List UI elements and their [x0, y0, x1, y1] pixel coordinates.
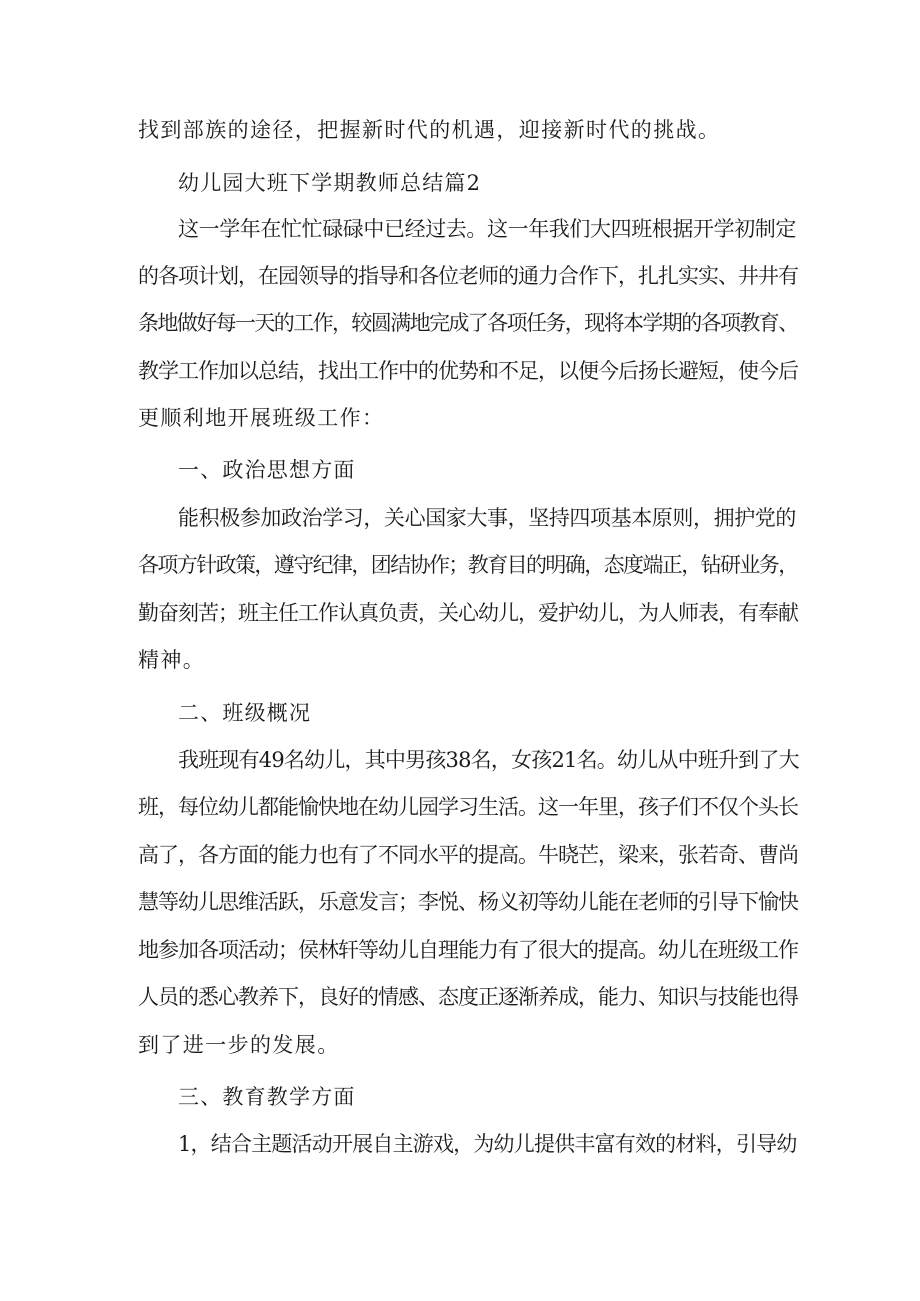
section-heading: 一、政治思想方面 [178, 458, 356, 482]
text-line: 教学工作加以总结，找出工作中的优势和不足，以便今后扬长避短，使今后 [138, 359, 798, 383]
text-line: 到了进一步的发展。 [138, 1033, 340, 1057]
text-line: 1，结合主题活动开展自主游戏，为幼儿提供丰富有效的材料，引导幼 [178, 1132, 797, 1156]
text-line: 人员的悉心教养下，良好的情感、态度正逐渐养成，能力、知识与技能也得 [138, 985, 798, 1009]
text-line: 勤奋刻苦；班主任工作认真负责，关心幼儿，爱护幼儿，为人师表，有奉献 [138, 601, 798, 625]
text-line: 地参加各项活动；侯林轩等幼儿自理能力有了很大的提高。幼儿在班级工作 [138, 938, 798, 962]
text-line: 班，每位幼儿都能愉快地在幼儿园学习生活。这一年里，孩子们不仅个头长 [138, 795, 798, 819]
section-heading: 三、教育教学方面 [178, 1085, 356, 1109]
text-line: 条地做好每一天的工作，较圆满地完成了各项任务，现将本学期的各项教育、 [138, 311, 798, 335]
text-line: 这一学年在忙忙碌碌中已经过去。这一年我们大四班根据开学初制定 [178, 217, 796, 241]
text-line: 慧等幼儿思维活跃，乐意发言；李悦、杨义初等幼儿能在老师的引导下愉快 [138, 890, 798, 914]
text-line: 高了，各方面的能力也有了不同水平的提高。牛晓芒，梁来，张若奇、曹尚 [138, 843, 798, 867]
text-line: 找到部族的途径，把握新时代的机遇，迎接新时代的挑战。 [138, 118, 721, 142]
text-line: 我班现有49名幼儿，其中男孩38名，女孩21名。幼儿从中班升到了大 [178, 748, 799, 772]
text-line: 精神。 [138, 648, 206, 672]
section-heading: 二、班级概况 [178, 701, 312, 725]
section-title: 幼儿园大班下学期教师总结篇2 [178, 171, 482, 195]
text-line: 更顺利地开展班级工作： [138, 406, 385, 430]
text-line: 的各项计划，在园领导的指导和各位老师的通力合作下，扎扎实实、井井有 [138, 264, 798, 288]
text-line: 各项方针政策，遵守纪律，团结协作；教育目的明确，态度端正，钻研业务， [138, 553, 798, 577]
text-line: 能积极参加政治学习，关心国家大事，坚持四项基本原则，拥护党的 [178, 506, 796, 530]
